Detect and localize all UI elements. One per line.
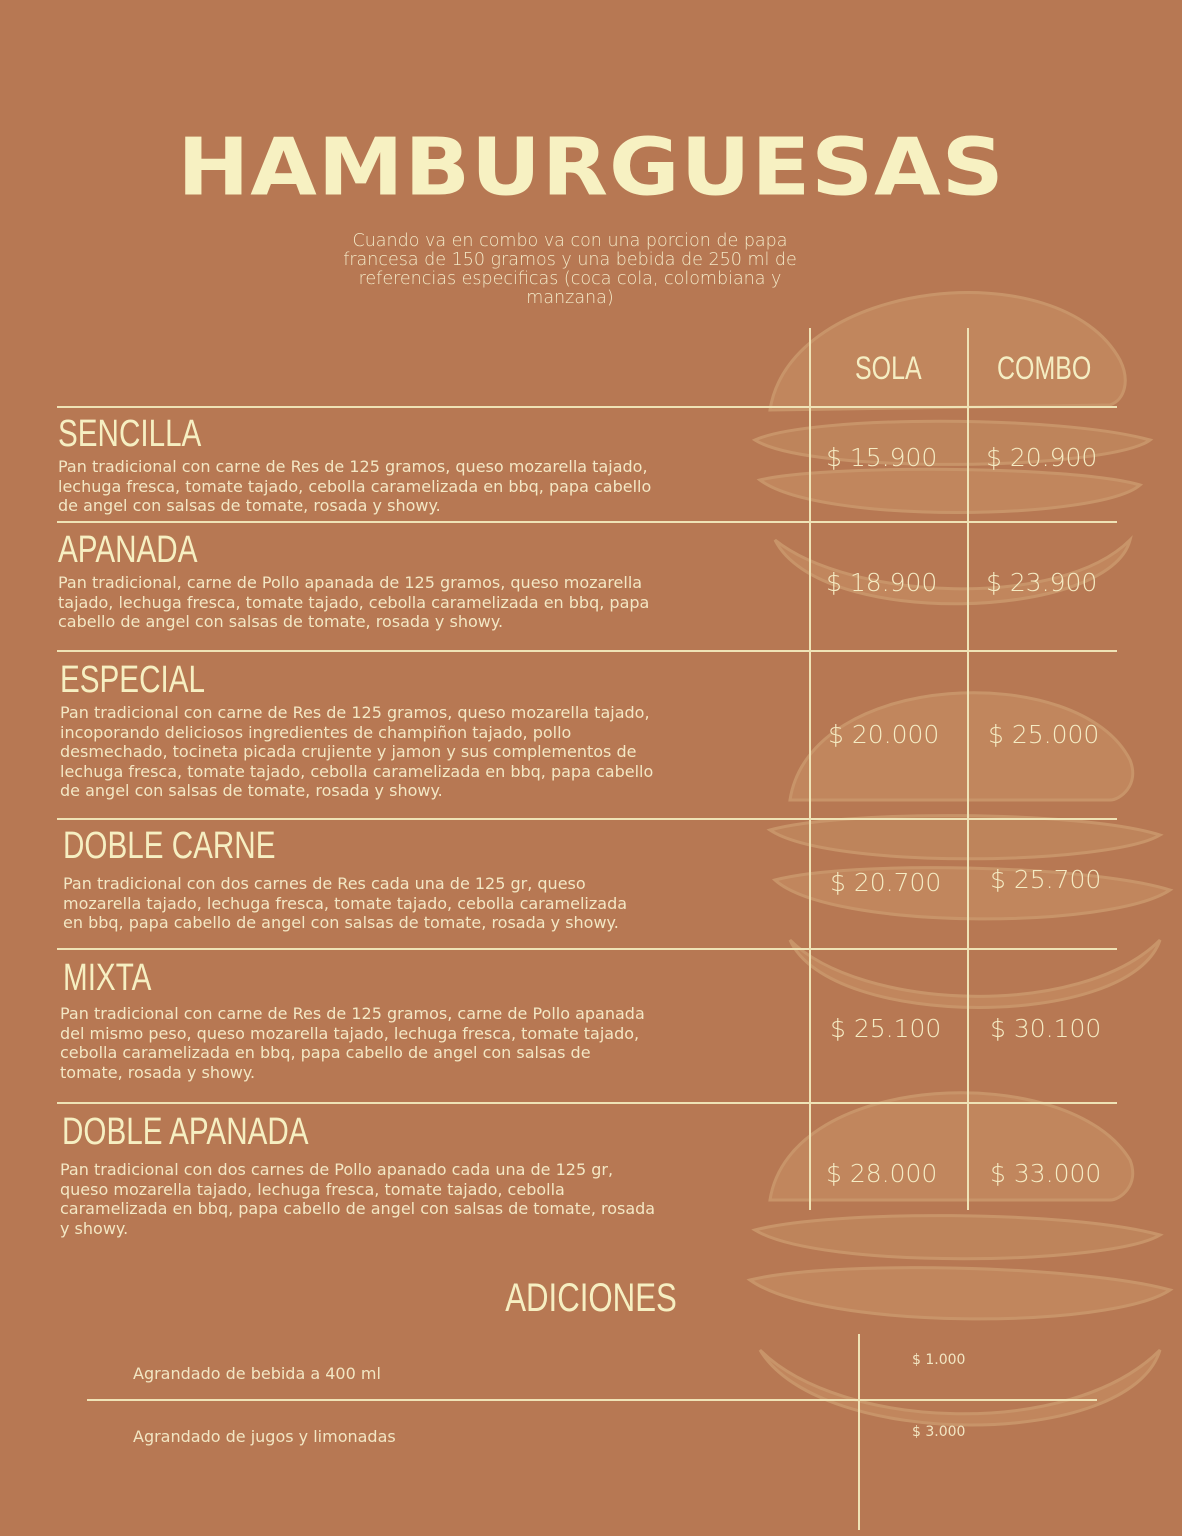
price-combo: $ 25.700 bbox=[990, 865, 1102, 894]
price-combo: $ 20.900 bbox=[986, 443, 1098, 472]
addition-label: Agrandado de bebida a 400 ml bbox=[133, 1364, 381, 1383]
addition-price: $ 1.000 bbox=[912, 1352, 966, 1368]
item-description: Pan tradicional con dos carnes de Res cada una de 125 gr, queso mozarella tajado, lechuga fresca, tomate tajado, cebolla caramelizada en bbq, papa cabello de angel con salsas de tomate, rosada y showy. bbox=[63, 874, 628, 932]
row-divider bbox=[57, 948, 1117, 950]
row-divider bbox=[57, 406, 1117, 408]
addition-label: Agrandado de jugos y limonadas bbox=[133, 1427, 396, 1446]
item-description: Pan tradicional, carne de Pollo apanada de 125 gramos, queso mozarella tajado, lechuga fresca, tomate tajado, cebolla caramelizada en bbq, papa cabello de angel con salsas de tomate, rosada y showy. bbox=[58, 573, 650, 631]
item-name: DOBLE APANADA bbox=[62, 1111, 309, 1153]
price-sola: $ 20.000 bbox=[828, 720, 940, 749]
additions-row-divider bbox=[87, 1399, 1097, 1401]
addition-price: $ 3.000 bbox=[912, 1424, 966, 1440]
column-header-combo: COMBO bbox=[997, 350, 1092, 386]
row-divider bbox=[57, 650, 1117, 652]
additions-title-text: ADICIONES bbox=[505, 1276, 677, 1320]
price-sola: $ 20.700 bbox=[830, 868, 942, 897]
subtitle-line: referencias especificas (coca cola, colombiana y bbox=[358, 269, 782, 289]
price-sola: $ 15.900 bbox=[826, 443, 938, 472]
page-title: HAMBURGUESAS bbox=[177, 122, 1005, 214]
item-description: Pan tradicional con carne de Res de 125 gramos, queso mozarella tajado, incoporando deliciosos ingredientes de champiñon tajado, pollo desmechado, tocineta picada crujiente y jamon y sus complementos de lechuga fresca, tomate tajado, cebolla caramelizada en bbq, papa cabello de angel con salsas de tomate, rosada y showy. bbox=[60, 703, 654, 800]
row-divider bbox=[57, 818, 1117, 820]
item-description: Pan tradicional con carne de Res de 125 gramos, queso mozarella tajado, lechuga fresca, tomate tajado, cebolla caramelizada en bbq, papa cabello de angel con salsas de tomate, rosada y showy. bbox=[58, 457, 652, 515]
subtitle-line: manzana) bbox=[526, 288, 614, 308]
price-combo: $ 25.000 bbox=[988, 720, 1100, 749]
item-name: SENCILLA bbox=[58, 413, 202, 455]
item-description: Pan tradicional con carne de Res de 125 gramos, carne de Pollo apanada del mismo peso, queso mozarella tajado, lechuga fresca, tomate tajado, cebolla caramelizada en bbq, papa cabello de angel con salsas de tomate, rosada y showy. bbox=[60, 1004, 645, 1082]
price-combo: $ 30.100 bbox=[990, 1014, 1102, 1043]
row-divider bbox=[57, 521, 1117, 523]
subtitle-line: francesa de 150 gramos y una bebida de 250 ml de bbox=[343, 250, 797, 270]
item-name: APANADA bbox=[58, 529, 198, 571]
item-name: ESPECIAL bbox=[60, 659, 205, 701]
price-sola: $ 18.900 bbox=[826, 568, 938, 597]
item-description: Pan tradicional con dos carnes de Pollo apanado cada una de 125 gr, queso mozarella tajado, lechuga fresca, tomate tajado, cebolla caramelizada en bbq, papa cabello de angel con salsas de tomate, rosada y showy. bbox=[60, 1160, 656, 1238]
additions-title bbox=[0, 1276, 1182, 1321]
item-name: MIXTA bbox=[63, 957, 152, 999]
price-sola: $ 25.100 bbox=[830, 1014, 942, 1043]
row-divider bbox=[57, 1102, 1117, 1104]
combo-description bbox=[250, 232, 890, 308]
price-combo: $ 23.900 bbox=[986, 568, 1098, 597]
price-combo: $ 33.000 bbox=[990, 1159, 1102, 1188]
price-sola: $ 28.000 bbox=[826, 1159, 938, 1188]
item-name: DOBLE CARNE bbox=[63, 825, 276, 867]
subtitle-line: Cuando va en combo va con una porcion de papa bbox=[352, 231, 788, 251]
column-divider-right bbox=[967, 328, 969, 1210]
additions-column-divider bbox=[858, 1334, 860, 1530]
column-divider-left bbox=[809, 328, 811, 1210]
column-header-sola: SOLA bbox=[855, 350, 922, 386]
